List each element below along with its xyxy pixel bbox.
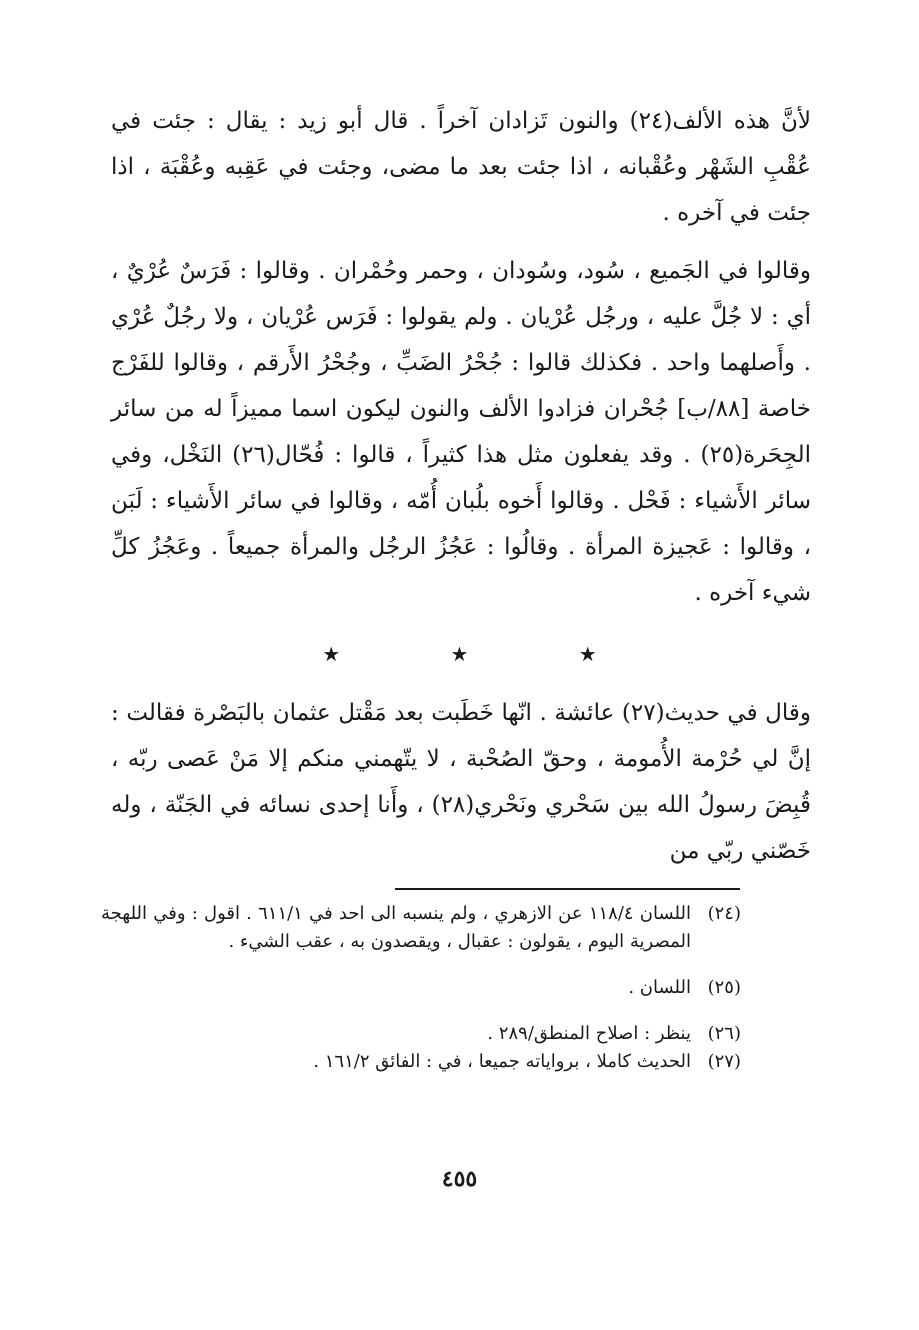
paragraph-text: وقال في حديث(٢٧) عائشة . انّها خَطَبت بعد مَقْتل عثمان بالبَصْرة فقالت : إنَّ لي حُرْمة الأُمومة ، وحقّ الصُحْبة ، لا يتّهمني منكم إلا مَنْ عَصى ربّه ، قُبِضَ رسولُ الله بين سَحْري ونَحْري(٢٨) ، وأَنا إحدى نسائه في الجَنّة ، وله خَصّني ربّي من	[111, 700, 811, 864]
footnote-text: ينظر : اصلاح المنطق/٢٨٩ .	[487, 1023, 691, 1044]
body-paragraph-1	[111, 98, 811, 236]
body-paragraph-2	[111, 248, 811, 616]
footnote-item	[101, 1048, 741, 1076]
footnote-number: (٢٤)	[707, 903, 741, 924]
page-number: ٤٥٥	[441, 1166, 478, 1192]
footnote-text: اللسان ١١٨/٤ عن الازهري ، ولم ينسبه الى احد في ٦١١/١ . اقول : وفي اللهجة المصرية اليوم ، يقولون : عقبال ، ويقصدون به ، عقب الشيء .	[101, 903, 691, 952]
footnote-text: اللسان .	[628, 977, 691, 998]
footnote-text: الحديث كاملا ، برواياته جميعا ، في : الفائق ١٦١/٢ .	[313, 1051, 691, 1072]
footnote-divider	[395, 888, 740, 890]
body-paragraph-3	[111, 690, 811, 874]
footnote-number: (٢٦)	[707, 1023, 741, 1044]
footnotes	[101, 900, 741, 1076]
footnote-item	[101, 974, 741, 1002]
paragraph-text: لأنَّ هذه الألف(٢٤) والنون تَزادان آخراً . قال أبو زيد : يقال : جئت في عُقْبِ الشَهْر وعُقْبانه ، اذا جئت بعد ما مضى، وجئت في عَقِبه وعُقْبَة ، اذا جئت في آخره .	[111, 108, 811, 226]
paragraph-text: وقالوا في الجَميع ، سُود، وسُودان ، وحمر وحُمْران . وقالوا : فَرَسٌ عُرْيٌ ، أي : لا جُلَّ عليه ، ورجُل عُرْيان . ولم يقولوا : فَرَس عُرْيان ، ولا رجُلٌ عُرْي . وأَصلهما واحد . فكذلك قالوا : جُحْرُ الضَبِّ ، وجُحْرُ الأَرقم ، وقالوا للفَرْج خاصة [٨٨/ب] جُحْران فزادوا الألف والنون ليكون اسما مميزاً له من سائر الجِحَرة(٢٥) . وقد يفعلون مثل هذا كثيراً ، قالوا : فُحّال(٢٦) النَخْل، وفي سائر الأَشياء : فَحْل . وقالوا أَخوه بلُبان أُمّه ، وقالوا في سائر الأَشياء : لَبَن ، وقالوا : عَجيزة المرأة . وقالُوا : عَجُزُ الرجُل والمرأة جميعاً . وعَجُزُ كلِّ شيء آخره .	[111, 258, 811, 606]
section-separator: ★ ★ ★	[322, 642, 649, 666]
footnote-number: (٢٥)	[707, 977, 741, 998]
footnote-number: (٢٧)	[707, 1051, 741, 1072]
footnote-item	[101, 1020, 741, 1048]
footnote-item	[101, 900, 741, 956]
